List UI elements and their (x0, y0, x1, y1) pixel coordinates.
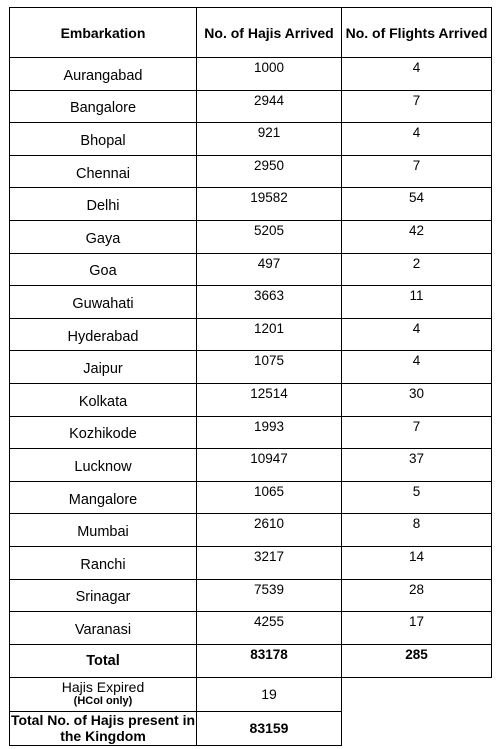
total-hajis: 83178 (197, 644, 342, 677)
total-flights: 285 (342, 644, 492, 677)
embarkation-cell: Delhi (10, 188, 197, 221)
flights-arrived-cell: 14 (342, 546, 492, 579)
hajis-arrived-cell: 3217 (197, 546, 342, 579)
total-row (10, 644, 492, 677)
flights-arrived-cell: 5 (342, 481, 492, 514)
hajis-arrived-cell: 3663 (197, 286, 342, 319)
hajis-arrived-cell: 1075 (197, 351, 342, 384)
table-header-row (10, 8, 492, 58)
table-row (10, 383, 492, 416)
flights-arrived-cell: 17 (342, 612, 492, 645)
flights-arrived-cell: 11 (342, 286, 492, 319)
embarkation-cell: Bangalore (10, 90, 197, 123)
flights-arrived-cell: 30 (342, 383, 492, 416)
hajis-arrived-cell: 1201 (197, 318, 342, 351)
flights-arrived-cell: 7 (342, 416, 492, 449)
table-row (10, 481, 492, 514)
embarkation-cell: Bhopal (10, 123, 197, 156)
embarkation-cell: Kolkata (10, 383, 197, 416)
flights-arrived-cell: 4 (342, 318, 492, 351)
hajis-arrived-cell: 7539 (197, 579, 342, 612)
hajis-arrived-cell: 1993 (197, 416, 342, 449)
flights-arrived-cell: 4 (342, 351, 492, 384)
embarkation-cell: Goa (10, 253, 197, 286)
table-row (10, 351, 492, 384)
table-row (10, 416, 492, 449)
embarkation-cell: Varanasi (10, 612, 197, 645)
total-label: Total (10, 644, 197, 677)
table-row (10, 612, 492, 645)
embarkation-cell: Srinagar (10, 579, 197, 612)
header-hajis-arrived: No. of Hajis Arrived (197, 8, 342, 58)
embarkation-cell: Hyderabad (10, 318, 197, 351)
embarkation-cell: Mangalore (10, 481, 197, 514)
hajis-arrived-cell: 10947 (197, 449, 342, 482)
hajis-expired-sublabel: (HCoI only) (73, 695, 133, 708)
hajis-arrived-cell: 497 (197, 253, 342, 286)
hajis-arrived-cell: 1000 (197, 58, 342, 91)
flights-arrived-cell: 42 (342, 220, 492, 253)
hajis-arrived-cell: 12514 (197, 383, 342, 416)
hajis-present-label: Total No. of Hajis present in the Kingdom (10, 712, 196, 745)
embarkation-cell: Aurangabad (10, 58, 197, 91)
header-flights-arrived: No. of Flights Arrived (342, 8, 492, 58)
flights-arrived-cell: 54 (342, 188, 492, 221)
table-row (10, 546, 492, 579)
table-row (10, 514, 492, 547)
hajis-arrival-table (9, 7, 492, 746)
flights-arrived-cell: 7 (342, 90, 492, 123)
header-embarkation: Embarkation (10, 8, 197, 58)
embarkation-cell: Ranchi (10, 546, 197, 579)
table-row (10, 579, 492, 612)
hajis-present-value: 83159 (197, 711, 342, 745)
flights-arrived-cell: 4 (342, 58, 492, 91)
table-row (10, 220, 492, 253)
flights-arrived-cell: 37 (342, 449, 492, 482)
table-row (10, 449, 492, 482)
embarkation-cell: Gaya (10, 220, 197, 253)
hajis-expired-label: Hajis Expired (61, 679, 145, 696)
hajis-arrived-cell: 2610 (197, 514, 342, 547)
table-row (10, 286, 492, 319)
hajis-arrived-cell: 5205 (197, 220, 342, 253)
table-row (10, 155, 492, 188)
embarkation-cell: Lucknow (10, 449, 197, 482)
table-row (10, 58, 492, 91)
hajis-arrived-cell: 4255 (197, 612, 342, 645)
table-row (10, 123, 492, 156)
hajis-present-row (10, 711, 492, 745)
embarkation-cell: Kozhikode (10, 416, 197, 449)
hajis-arrived-cell: 1065 (197, 481, 342, 514)
hajis-arrived-cell: 19582 (197, 188, 342, 221)
flights-arrived-cell: 8 (342, 514, 492, 547)
hajis-arrived-cell: 921 (197, 123, 342, 156)
embarkation-cell: Guwahati (10, 286, 197, 319)
embarkation-cell: Jaipur (10, 351, 197, 384)
hajis-arrived-cell: 2950 (197, 155, 342, 188)
hajis-expired-value: 19 (197, 677, 342, 711)
flights-arrived-cell: 7 (342, 155, 492, 188)
flights-arrived-cell: 2 (342, 253, 492, 286)
flights-arrived-cell: 4 (342, 123, 492, 156)
table-row (10, 188, 492, 221)
embarkation-cell: Chennai (10, 155, 197, 188)
hajis-expired-row (10, 677, 492, 711)
table-row (10, 318, 492, 351)
table-row (10, 90, 492, 123)
hajis-arrived-cell: 2944 (197, 90, 342, 123)
embarkation-cell: Mumbai (10, 514, 197, 547)
flights-arrived-cell: 28 (342, 579, 492, 612)
table-row (10, 253, 492, 286)
